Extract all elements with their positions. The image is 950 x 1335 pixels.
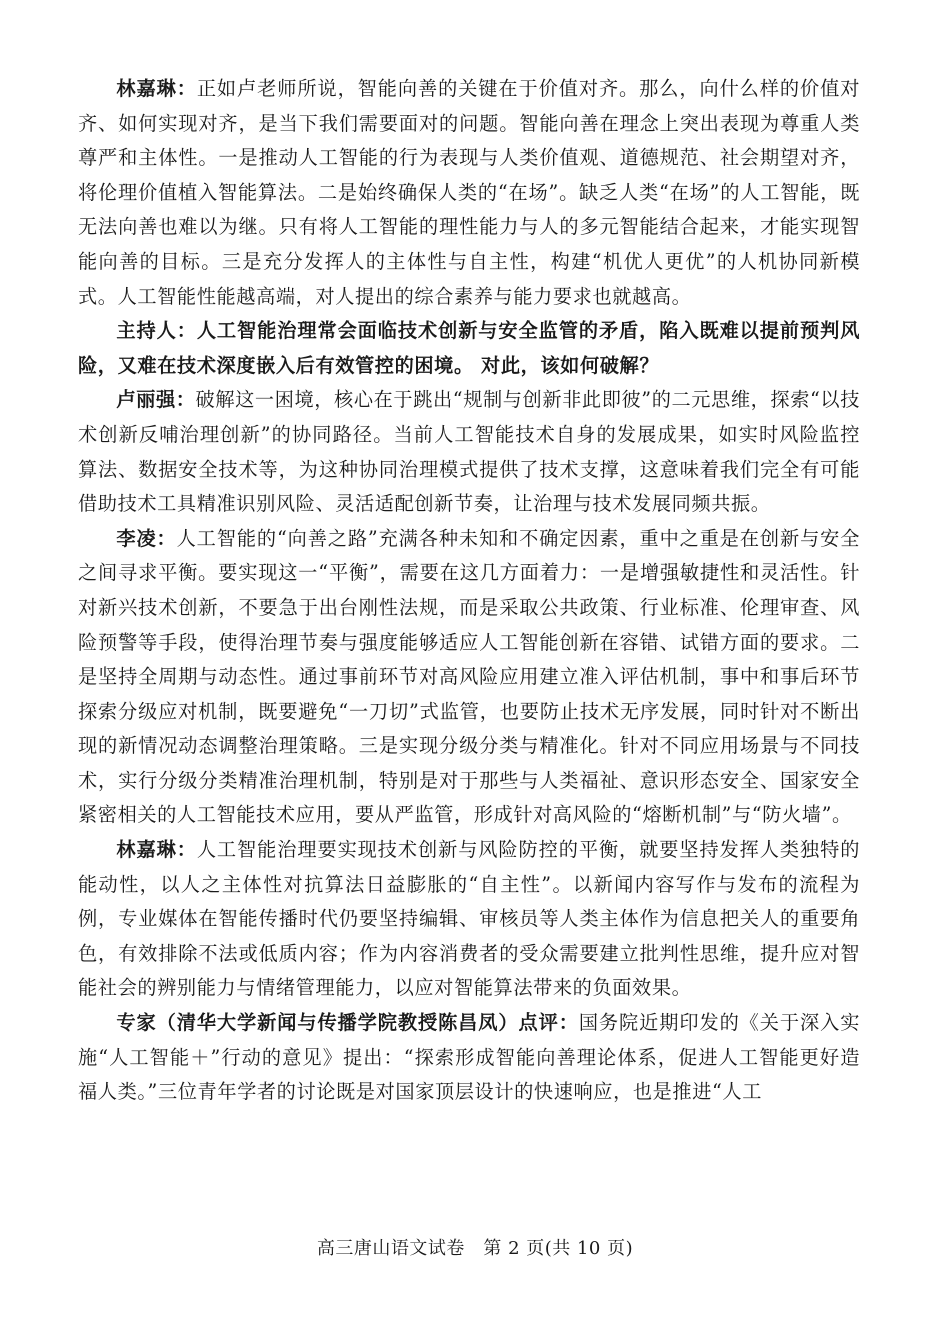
document-body xyxy=(78,72,860,1110)
speaker-label: 主持人： xyxy=(116,319,197,343)
paragraph-host-question xyxy=(78,314,860,383)
speaker-label: 林嘉琳： xyxy=(116,77,197,100)
paragraph-expert-comment xyxy=(78,1006,860,1110)
speaker-label: 专家（清华大学新闻与传播学院教授陈昌凤）点评： xyxy=(116,1011,579,1035)
paragraph-lin-jialin-1 xyxy=(78,72,860,314)
paragraph-text: 人工智能的“向善之路”充满各种未知和不确定因素，重中之重是在创新与安全之间寻求平衡。要实现这一“平衡”，需要在这几方面着力：一是增强敏捷性和灵活性。针对新兴技术创新，不要急于出台刚性法规，而是采取公共政策、行业标准、伦理审查、风险预警等手段，使得治理节奏与强度能够适应人工智能创新在容错、试错方面的要求。二是坚持全周期与动态性。通过事前环节对高风险应用建立准入评估机制，事中和事后环节探索分级应对机制，既要避免“一刀切”式监管，也要防止技术无序发展，同时针对不断出现的新情况动态调整治理策略。三是实现分级分类与精准化。针对不同应用场景与不同技术，实行分级分类精准治理机制，特别是对于那些与人类福祉、意识形态安全、国家安全紧密相关的人工智能技术应用，要从严监管，形成针对高风险的“熔断机制”与“防火墙”。 xyxy=(78,526,860,827)
paragraph-text: 正如卢老师所说，智能向善的关键在于价值对齐。那么，向什么样的价值对齐、如何实现对齐，是当下我们需要面对的问题。智能向善在理念上突出表现为尊重人类尊严和主体性。一是推动人工智能的行为表现与人类价值观、道德规范、社会期望对齐，将伦理价值植入智能算法。二是始终确保人类的“在场”。缺乏人类“在场”的人工智能，既无法向善也难以为继。只有将人工智能的理性能力与人的多元智能结合起来，才能实现智能向善的目标。三是充分发挥人的主体性与自主性，构建“机优人更优”的人机协同新模式。人工智能性能越高端，对人提出的综合素养与能力要求也就越高。 xyxy=(78,77,860,308)
paragraph-li-ling xyxy=(78,522,860,833)
paragraph-text: 人工智能治理要实现技术创新与风险防控的平衡，就要坚持发挥人类独特的能动性，以人之主体性对抗算法日益膨胀的“自主性”。以新闻内容写作与发布的流程为例，专业媒体在智能传播时代仍要坚持编辑、审核员等人类主体作为信息把关人的重要角色，有效排除不法或低质内容；作为内容消费者的受众需要建立批判性思维，提升应对智能社会的辨别能力与情绪管理能力，以应对智能算法带来的负面效果。 xyxy=(78,838,860,1000)
paragraph-lu-liqiang xyxy=(78,383,860,521)
page-footer: 高三唐山语文试卷 第 2 页(共 10 页) xyxy=(316,1238,634,1259)
paragraph-lin-jialin-2 xyxy=(78,833,860,1006)
paragraph-text: 人工智能治理常会面临技术创新与安全监管的矛盾，陷入既难以提前预判风险，又难在技术深度嵌入后有效管控的困境。 对此，该如何破解？ xyxy=(78,319,860,377)
paragraph-text: 国务院近期印发的《关于深入实施“人工智能＋”行动的意见》提出：“探索形成智能向善理论体系，促进人工智能更好造福人类。”三位青年学者的讨论既是对国家顶层设计的快速响应，也是推进“人工 xyxy=(78,1011,860,1104)
speaker-label: 李凌： xyxy=(116,526,177,550)
speaker-label: 卢丽强： xyxy=(116,388,196,412)
speaker-label: 林嘉琳： xyxy=(116,838,197,862)
paragraph-text: 破解这一困境，核心在于跳出“规制与创新非此即彼”的二元思维，探索“以技术创新反哺治理创新”的协同路径。当前人工智能技术自身的发展成果，如实时风险监控算法、数据安全技术等，为这种协同治理模式提供了技术支撑，这意味着我们完全有可能借助技术工具精准识别风险、灵活适配创新节奏，让治理与技术发展同频共振。 xyxy=(78,388,860,516)
